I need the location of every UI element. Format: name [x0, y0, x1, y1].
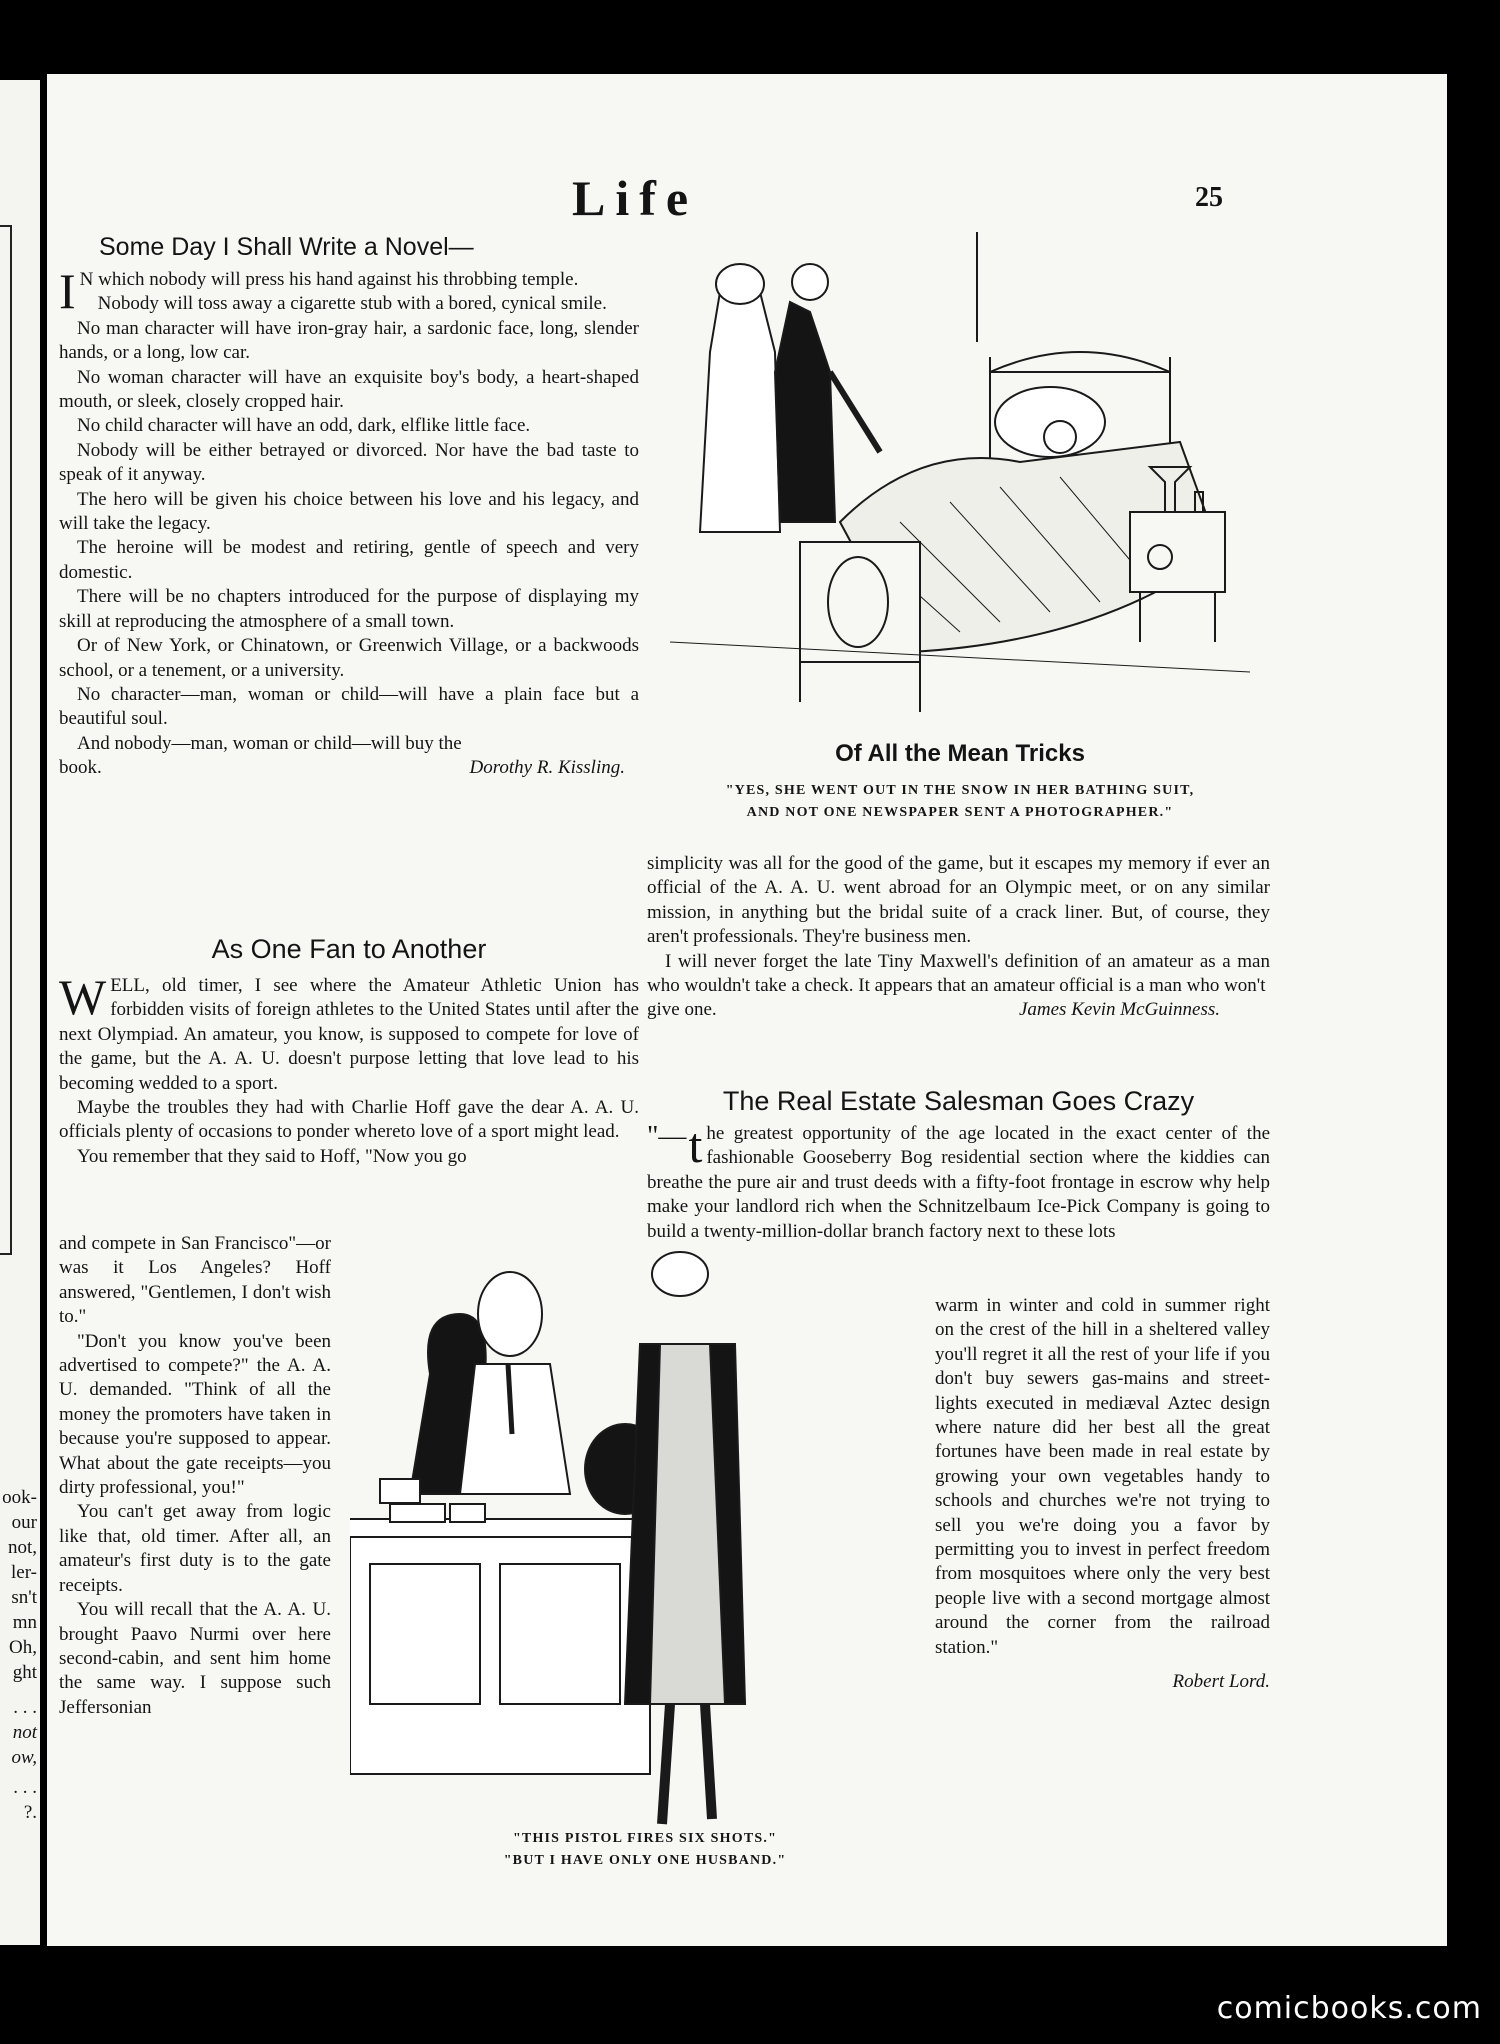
fan-title: As One Fan to Another	[211, 934, 487, 964]
fan-paragraph: and compete in San Francisco"—or was it Los Angeles? Hoff answered, "Gentlemen, I don't wish to."	[59, 1233, 331, 1328]
fan-closing-line	[647, 998, 1270, 1022]
novel-paragraph: The heroine will be modest and retiring, gentle of speech and very domestic.	[59, 537, 639, 583]
novel-paragraph: Nobody will toss away a cigarette stub with a bored, cynical smile.	[97, 293, 607, 315]
novel-signature: Dorothy R. Kissling.	[469, 757, 625, 779]
fan-dropcap: W	[59, 969, 107, 1025]
fan-paragraph: simplicity was all for the good of the game, but it escapes my memory if ever an official of the A. A. U. went abroad for an Olympic meet, or on any similar mission, in anything but the bridal suite of a crack liner. But, of course, they aren't professionals. They're business men.	[647, 853, 1270, 948]
novel-paragraph: No character—man, woman or child—will have a plain face but a beautiful soul.	[59, 683, 639, 730]
fan-paragraph: I will never forget the late Tiny Maxwell's definition of an amateur as a man who wouldn't take a check. It appears that an amateur official is a man who won't	[647, 950, 1270, 997]
realestate-paragraph: he greatest opportunity of the age located in the exact center of the fashionable Gooseberry Bog residential section where the kiddies can breathe the pure air and trust deeds with a fifty-foot frontage in escrow why help make your landlord rich when the Schnitzelbaum Ice-Pick Company is going to build a twenty-million-dollar branch factory next to these lots	[647, 1123, 1270, 1242]
masthead: Life	[572, 170, 699, 226]
novel-paragraph: Or of New York, or Chinatown, or Greenwich Village, or a backwoods school, or a tenement, or a university.	[59, 635, 639, 681]
fan-paragraph: You remember that they said to Hoff, "Now you go	[77, 1145, 467, 1167]
fan-paragraph: You can't get away from logic like that, old timer. After all, an amateur's first duty is to the gate receipts.	[59, 1501, 331, 1596]
adjacent-text-fragment: not	[12, 1722, 37, 1743]
novel-last-word: book.	[59, 757, 102, 779]
bedroom-caption-line: "YES, SHE WENT OUT IN THE SNOW IN HER BATHING SUIT,	[725, 783, 1195, 798]
realestate-narrow-column	[935, 1294, 1270, 1695]
watermark-logo: comicbooks.com	[1216, 1991, 1482, 2026]
bedroom-cartoon-title: Of All the Mean Tricks	[835, 740, 1085, 767]
page-number: 25	[1195, 182, 1223, 213]
fan-signature: James Kevin McGuinness.	[1018, 999, 1220, 1021]
counter-illustration	[350, 1234, 925, 1834]
fan-last-words: give one.	[647, 999, 717, 1021]
adjacent-page-border	[0, 225, 12, 1255]
adjacent-text-fragment: . . .	[13, 1697, 37, 1718]
novel-paragraph: No child character will have an odd, dark, elflike little face.	[77, 415, 531, 437]
novel-article	[59, 230, 639, 781]
bedroom-illustration	[660, 222, 1260, 750]
bedroom-cartoon-caption	[660, 780, 1260, 824]
adjacent-text-fragment: ook-	[2, 1487, 37, 1508]
adjacent-text-fragment: sn't	[11, 1587, 37, 1608]
adjacent-text-fragment: our	[11, 1512, 37, 1533]
magazine-page	[47, 74, 1447, 1946]
fan-paragraph: "Don't you know you've been advertised to compete?" the A. A. U. demanded. "Think of all the money the promoters have taken in because you're supposed to appear. What about the gate receipts—you dirty professional, you!"	[59, 1330, 331, 1499]
fan-continued-column	[647, 852, 1270, 1023]
realestate-dropcap: t	[688, 1117, 703, 1173]
novel-paragraph: No woman character will have an exquisite boy's body, a heart-shaped mouth, or sleek, closely cropped hair.	[59, 366, 639, 413]
adjacent-text-fragment: mn	[12, 1612, 37, 1633]
fan-article	[59, 932, 639, 1169]
adjacent-text-fragment: ght	[12, 1662, 37, 1683]
counter-caption-line: "BUT I HAVE ONLY ONE HUSBAND."	[503, 1853, 787, 1868]
adjacent-text-fragment: ?.	[23, 1802, 37, 1823]
novel-paragraph: The hero will be given his choice between his love and his legacy, and will take the legacy.	[59, 488, 639, 535]
adjacent-text-fragment: Oh,	[9, 1637, 37, 1658]
counter-cartoon	[350, 1234, 925, 1834]
fan-narrow-column	[59, 1232, 331, 1720]
bedroom-cartoon	[660, 222, 1260, 767]
adjacent-text-fragment: ler-	[11, 1562, 37, 1583]
realestate-title: The Real Estate Salesman Goes Crazy	[722, 1086, 1195, 1116]
novel-paragraph: N which nobody will press his hand against his throbbing temple.	[79, 269, 579, 290]
novel-paragraph: No man character will have iron-gray hair, a sardonic face, long, slender hands, or a long, low car.	[59, 317, 639, 364]
realestate-open-quote: "—	[647, 1121, 687, 1152]
adjacent-text-fragment: . . .	[13, 1777, 37, 1798]
counter-caption-line: "THIS PISTOL FIRES SIX SHOTS."	[512, 1831, 778, 1846]
bedroom-caption-line: AND NOT ONE NEWSPAPER SENT A PHOTOGRAPHER."	[746, 805, 1174, 820]
novel-paragraph: There will be no chapters introduced for the purpose of displaying my skill at reproducing the atmosphere of a small town.	[59, 586, 639, 632]
fan-paragraph: You will recall that the A. A. U. brought Paavo Nurmi over here second-cabin, and sent him home the same way. I suppose such Jeffersonian	[59, 1599, 331, 1718]
fan-paragraph: ELL, old timer, I see where the Amateur Athletic Union has forbidden visits of foreign athletes to the United States until after the next Olympiad. An amateur, you know, is supposed to compete for love of the game, but the A. A. U. doesn't purpose letting that love lead to his becoming wedded to a sport.	[59, 975, 639, 1094]
realestate-signature: Robert Lord.	[1172, 1671, 1270, 1693]
adjacent-text-fragment: not,	[7, 1537, 37, 1558]
novel-title: Some Day I Shall Write a Novel—	[99, 233, 474, 261]
fan-paragraph: Maybe the troubles they had with Charlie Hoff gave the dear A. A. U. officials plenty of occasions to ponder whereto love of a sport might lead.	[59, 1097, 639, 1143]
adjacent-page-fragment	[0, 80, 40, 1945]
novel-dropcap: I	[59, 263, 76, 319]
realestate-paragraph: warm in winter and cold in summer right on the crest of the hill in a sheltered valley you'll regret it all the rest of your life if you don't buy sewers gas-mains and street-lights executed in mediæval Aztec design where nature did her best all the great fortunes have been made in real estate by growing your own vegetables handy to schools and churches we're not trying to sell you we're doing you a favor by permitting you to invest in perfect freedom from mosquitoes where only the very best people live with a second mortgage almost around the corner from the railroad station."	[935, 1295, 1270, 1658]
adjacent-text-fragment: ow,	[11, 1747, 37, 1768]
realestate-article	[647, 1084, 1270, 1244]
novel-closing-line	[59, 756, 639, 780]
counter-cartoon-caption	[445, 1828, 845, 1872]
novel-paragraph: And nobody—man, woman or child—will buy the	[77, 732, 462, 754]
novel-paragraph: Nobody will be either betrayed or divorced. Nor have the bad taste to speak of it anyway.	[59, 439, 639, 486]
